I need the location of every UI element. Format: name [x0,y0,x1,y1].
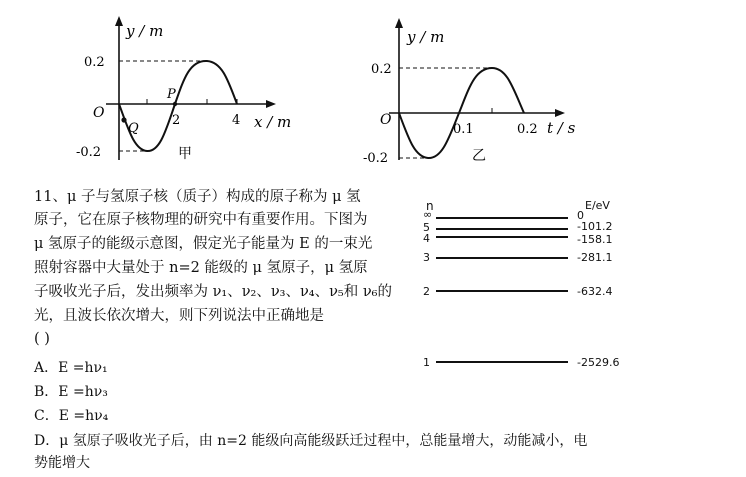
x-axis-arrow [555,109,565,117]
option-b: B．E =hν₃ [34,384,108,400]
y-axis-arrow [395,18,403,28]
origin-label: O [380,112,392,128]
question-line-1: 11、μ 子与氢原子核（质子）构成的原子称为 μ 氢 [34,189,361,205]
question-line-6: 光，且波长依次增大，则下列说法中正确地是 [34,308,324,324]
wave-curve [119,61,237,151]
wave-graph-left [70,0,310,170]
question-line-2: 原子，它在原子核物理的研究中有重要作用。下图为 [34,212,368,228]
level-n-1: 1 [423,356,430,369]
level-e-1: -2529.6 [577,356,620,369]
tick-1-label: 0.1 [453,122,474,137]
y-pos-label: 0.2 [84,55,105,70]
energy-level-1 [436,361,568,363]
energy-level-inf [436,217,568,219]
level-n-3: 3 [423,251,430,264]
question-line-4: 照射容器中大量处于 n=2 能级的 μ 氢原子，μ 氢原 [34,260,368,276]
point-q [121,117,126,122]
energy-header: E/eV [585,199,610,212]
origin-label: O [93,105,105,121]
level-e-inf: 0 [577,209,584,222]
tick-2-label: 0.2 [517,122,538,137]
tick-2-label: 2 [172,113,181,128]
caption-yi: 乙 [472,148,486,164]
point-p [173,102,177,106]
y-axis-label: y / m [407,28,445,46]
option-d: D．μ 氢原子吸收光子后，由 n=2 能级向高能级跃迁过程中，总能量增大，动能减小，电 [34,433,588,449]
n-header: n [426,199,434,213]
energy-level-4 [436,236,568,238]
y-neg-label: -0.2 [363,151,389,166]
caption-jia: 甲 [178,146,192,162]
level-n-inf: ∞ [423,208,433,221]
x-axis-label: t / s [547,119,576,137]
question-line-3: μ 氢原子的能级示意图，假定光子能量为 E 的一束光 [34,236,373,252]
level-n-2: 2 [423,285,430,298]
option-c: C．E =hν₄ [34,408,109,424]
tick-4-label: 4 [232,113,241,128]
y-axis-arrow [115,16,123,26]
point-p-label: P [167,87,176,102]
option-d-continued: 势能增大 [34,455,90,471]
y-axis-label: y / m [126,22,164,40]
energy-level-5 [436,228,568,230]
level-e-2: -632.4 [577,285,613,298]
level-n-4: 4 [423,232,430,245]
level-e-5: -101.2 [577,220,613,233]
point-q-label: Q [128,121,139,136]
y-neg-label: -0.2 [76,145,102,160]
level-e-4: -158.1 [577,233,613,246]
x-axis-arrow [266,100,276,108]
energy-level-3 [436,257,568,259]
y-pos-label: 0.2 [371,62,392,77]
question-line-5: 子吸收光子后，发出频率为 ν₁、ν₂、ν₃、ν₄、ν₅和 ν₆的 [34,284,392,300]
energy-level-2 [436,290,568,292]
answer-blank: ( ) [34,331,50,347]
option-a: A．E =hν₁ [34,360,108,376]
level-e-3: -281.1 [577,251,613,264]
wave-graph-right [335,0,595,170]
x-axis-label: x / m [254,113,292,131]
level-n-5: 5 [423,221,430,234]
